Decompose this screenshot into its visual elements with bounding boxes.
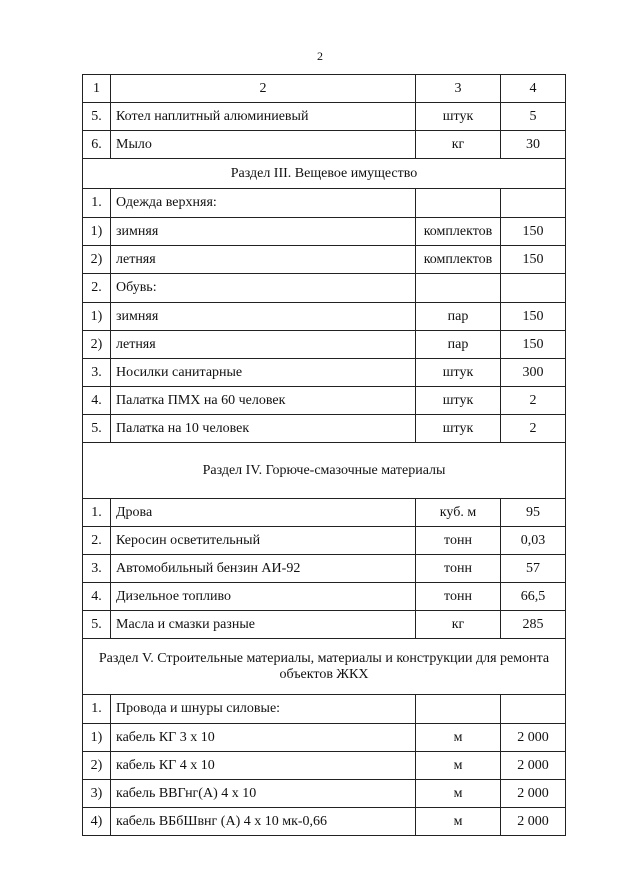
unit-cell: тонн (416, 555, 501, 583)
table-row (83, 218, 566, 246)
quantity-cell: 300 (501, 359, 566, 387)
item-name-cell: Палатка ПМХ на 60 человек (111, 387, 416, 415)
unit-cell (416, 274, 501, 303)
table-row (83, 555, 566, 583)
unit-cell (416, 189, 501, 218)
inventory-table (82, 74, 566, 836)
item-name-cell: кабель ВВГнг(А) 4 х 10 (111, 780, 416, 808)
section-header-row (83, 159, 566, 189)
quantity-cell: 57 (501, 555, 566, 583)
row-number-cell: 2) (83, 331, 111, 359)
row-number-cell: 4. (83, 583, 111, 611)
table-row (83, 752, 566, 780)
unit-cell: кг (416, 611, 501, 639)
item-name-cell: Автомобильный бензин АИ-92 (111, 555, 416, 583)
unit-cell: м (416, 780, 501, 808)
unit-cell: м (416, 724, 501, 752)
unit-cell: штук (416, 103, 501, 131)
row-number-cell: 5. (83, 415, 111, 443)
quantity-cell: 2 (501, 415, 566, 443)
unit-cell: м (416, 808, 501, 836)
item-name-cell: Палатка на 10 человек (111, 415, 416, 443)
table-row (83, 499, 566, 527)
header-cell: 4 (501, 75, 566, 103)
item-name-cell: Носилки санитарные (111, 359, 416, 387)
row-number-cell: 3. (83, 359, 111, 387)
quantity-cell (501, 695, 566, 724)
page-number: 2 (317, 49, 323, 63)
table-row (83, 131, 566, 159)
item-name-cell: Масла и смазки разные (111, 611, 416, 639)
table-row (83, 527, 566, 555)
table-row (83, 246, 566, 274)
quantity-cell: 150 (501, 218, 566, 246)
item-name-cell: Мыло (111, 131, 416, 159)
quantity-cell: 150 (501, 331, 566, 359)
inventory-table-body (83, 75, 566, 836)
quantity-cell: 66,5 (501, 583, 566, 611)
quantity-cell: 285 (501, 611, 566, 639)
table-row (83, 331, 566, 359)
item-name-cell: Дрова (111, 499, 416, 527)
row-number-cell: 6. (83, 131, 111, 159)
row-number-cell: 1. (83, 695, 111, 724)
item-name-cell: Обувь: (111, 274, 416, 303)
header-cell: 3 (416, 75, 501, 103)
section-title: Раздел IV. Горюче-смазочные материалы (83, 443, 566, 499)
item-name-cell: кабель ВБбШвнг (А) 4 х 10 мк-0,66 (111, 808, 416, 836)
quantity-cell: 150 (501, 246, 566, 274)
quantity-cell (501, 274, 566, 303)
header-cell: 2 (111, 75, 416, 103)
unit-cell (416, 695, 501, 724)
table-row (83, 808, 566, 836)
table-row (83, 611, 566, 639)
row-number-cell: 2. (83, 527, 111, 555)
row-number-cell: 4. (83, 387, 111, 415)
quantity-cell: 2 (501, 387, 566, 415)
quantity-cell: 0,03 (501, 527, 566, 555)
header-cell: 1 (83, 75, 111, 103)
header-row (83, 75, 566, 103)
unit-cell: пар (416, 331, 501, 359)
row-number-cell: 1) (83, 218, 111, 246)
row-number-cell: 1. (83, 189, 111, 218)
item-name-cell: зимняя (111, 218, 416, 246)
unit-cell: комплектов (416, 218, 501, 246)
table-row (83, 583, 566, 611)
row-number-cell: 1) (83, 303, 111, 331)
unit-cell: штук (416, 415, 501, 443)
group-row (83, 274, 566, 303)
item-name-cell: Котел наплитный алюминиевый (111, 103, 416, 131)
unit-cell: м (416, 752, 501, 780)
unit-cell: тонн (416, 527, 501, 555)
row-number-cell: 5. (83, 611, 111, 639)
quantity-cell: 150 (501, 303, 566, 331)
unit-cell: пар (416, 303, 501, 331)
quantity-cell: 5 (501, 103, 566, 131)
item-name-cell: летняя (111, 246, 416, 274)
unit-cell: комплектов (416, 246, 501, 274)
group-row (83, 695, 566, 724)
quantity-cell: 2 000 (501, 752, 566, 780)
row-number-cell: 2) (83, 752, 111, 780)
quantity-cell: 30 (501, 131, 566, 159)
table-row (83, 415, 566, 443)
item-name-cell: Керосин осветительный (111, 527, 416, 555)
item-name-cell: зимняя (111, 303, 416, 331)
quantity-cell: 2 000 (501, 808, 566, 836)
table-row (83, 303, 566, 331)
unit-cell: штук (416, 359, 501, 387)
table-row (83, 387, 566, 415)
item-name-cell: кабель КГ 3 х 10 (111, 724, 416, 752)
group-row (83, 189, 566, 218)
table-row (83, 780, 566, 808)
item-name-cell: кабель КГ 4 х 10 (111, 752, 416, 780)
row-number-cell: 4) (83, 808, 111, 836)
row-number-cell: 3) (83, 780, 111, 808)
row-number-cell: 1) (83, 724, 111, 752)
item-name-cell: Провода и шнуры силовые: (111, 695, 416, 724)
section-title: Раздел V. Строительные материалы, материалы и конструкции для ремонта объектов ЖКХ (83, 639, 566, 695)
section-header-row (83, 443, 566, 499)
item-name-cell: летняя (111, 331, 416, 359)
quantity-cell: 95 (501, 499, 566, 527)
unit-cell: тонн (416, 583, 501, 611)
row-number-cell: 5. (83, 103, 111, 131)
section-header-row (83, 639, 566, 695)
quantity-cell: 2 000 (501, 724, 566, 752)
quantity-cell: 2 000 (501, 780, 566, 808)
item-name-cell: Дизельное топливо (111, 583, 416, 611)
unit-cell: куб. м (416, 499, 501, 527)
table-row (83, 724, 566, 752)
unit-cell: кг (416, 131, 501, 159)
row-number-cell: 1. (83, 499, 111, 527)
row-number-cell: 2) (83, 246, 111, 274)
quantity-cell (501, 189, 566, 218)
section-title: Раздел III. Вещевое имущество (83, 159, 566, 189)
table-row (83, 359, 566, 387)
item-name-cell: Одежда верхняя: (111, 189, 416, 218)
table-row (83, 103, 566, 131)
row-number-cell: 3. (83, 555, 111, 583)
row-number-cell: 2. (83, 274, 111, 303)
unit-cell: штук (416, 387, 501, 415)
